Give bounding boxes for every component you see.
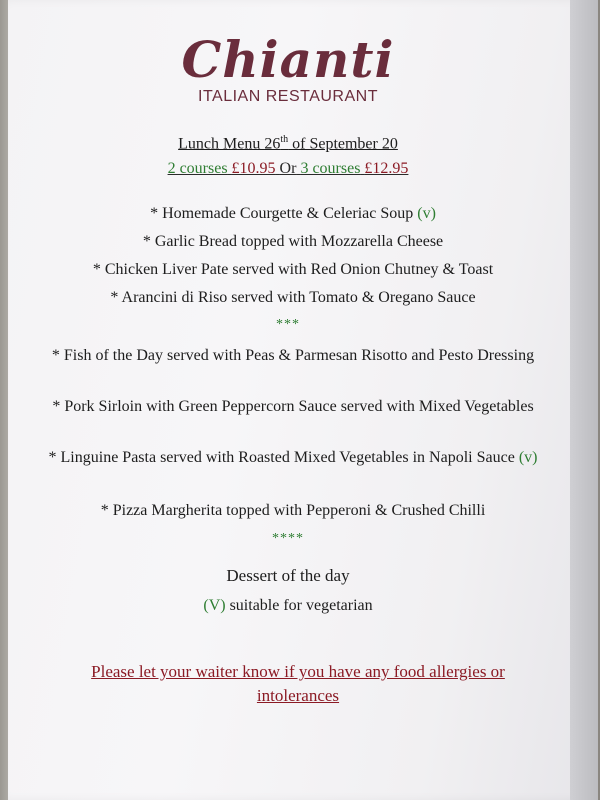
restaurant-logo: Chianti — [181, 30, 395, 89]
menu-heading-post: of September 20 — [288, 135, 398, 153]
two-courses-price: £10.95 — [231, 160, 276, 177]
separator: *** — [276, 317, 300, 332]
menu-heading-sup: th — [280, 134, 289, 145]
main-text: * Pizza Margherita topped with Pepperoni & Crushed Chilli — [100, 502, 486, 519]
menu-heading-pre: Lunch Menu 26 — [178, 135, 281, 153]
main-item — [48, 500, 538, 522]
three-courses-price: £12.95 — [364, 160, 409, 177]
menu-sheet — [8, 0, 598, 800]
starter-item — [48, 287, 538, 309]
veg-note-text: suitable for vegetarian — [229, 597, 373, 614]
vegetarian-note — [8, 597, 568, 615]
main-text: * Pork Sirloin with Green Peppercorn Sauce served with Mixed Vegetables — [52, 398, 534, 415]
course-prices — [8, 160, 568, 178]
allergy-notice: Please let your waiter know if you have any food allergies or intolerances — [91, 662, 505, 705]
menu-heading — [8, 134, 568, 153]
three-courses-label: 3 courses — [300, 160, 361, 177]
veg-note-marker: (V) — [203, 597, 226, 614]
starter-text: * Garlic Bread topped with Mozzarella Cheese — [142, 233, 444, 250]
main-item — [48, 345, 538, 367]
starter-item — [48, 231, 538, 253]
starter-item — [48, 259, 538, 281]
separator: **** — [272, 531, 304, 546]
main-item — [48, 447, 538, 469]
paper-edge — [570, 0, 598, 800]
main-text: * Linguine Pasta served with Roasted Mixed Vegetables in Napoli Sauce — [48, 449, 515, 466]
veg-marker: (v) — [518, 449, 538, 466]
starter-item — [48, 203, 538, 225]
main-item — [48, 396, 538, 418]
dessert-line: Dessert of the day — [226, 566, 350, 585]
two-courses-label: 2 courses — [167, 160, 228, 177]
veg-marker: (v) — [417, 205, 436, 222]
prices-or: Or — [279, 160, 297, 177]
main-text: * Fish of the Day served with Peas & Parmesan Risotto and Pesto Dressing — [51, 347, 535, 364]
starter-text: * Homemade Courgette & Celeriac Soup — [150, 205, 414, 222]
restaurant-subtitle: ITALIAN RESTAURANT — [198, 88, 378, 105]
starter-text: * Arancini di Riso served with Tomato & Oregano Sauce — [110, 289, 476, 306]
starter-text: * Chicken Liver Pate served with Red Onion Chutney & Toast — [92, 261, 494, 278]
